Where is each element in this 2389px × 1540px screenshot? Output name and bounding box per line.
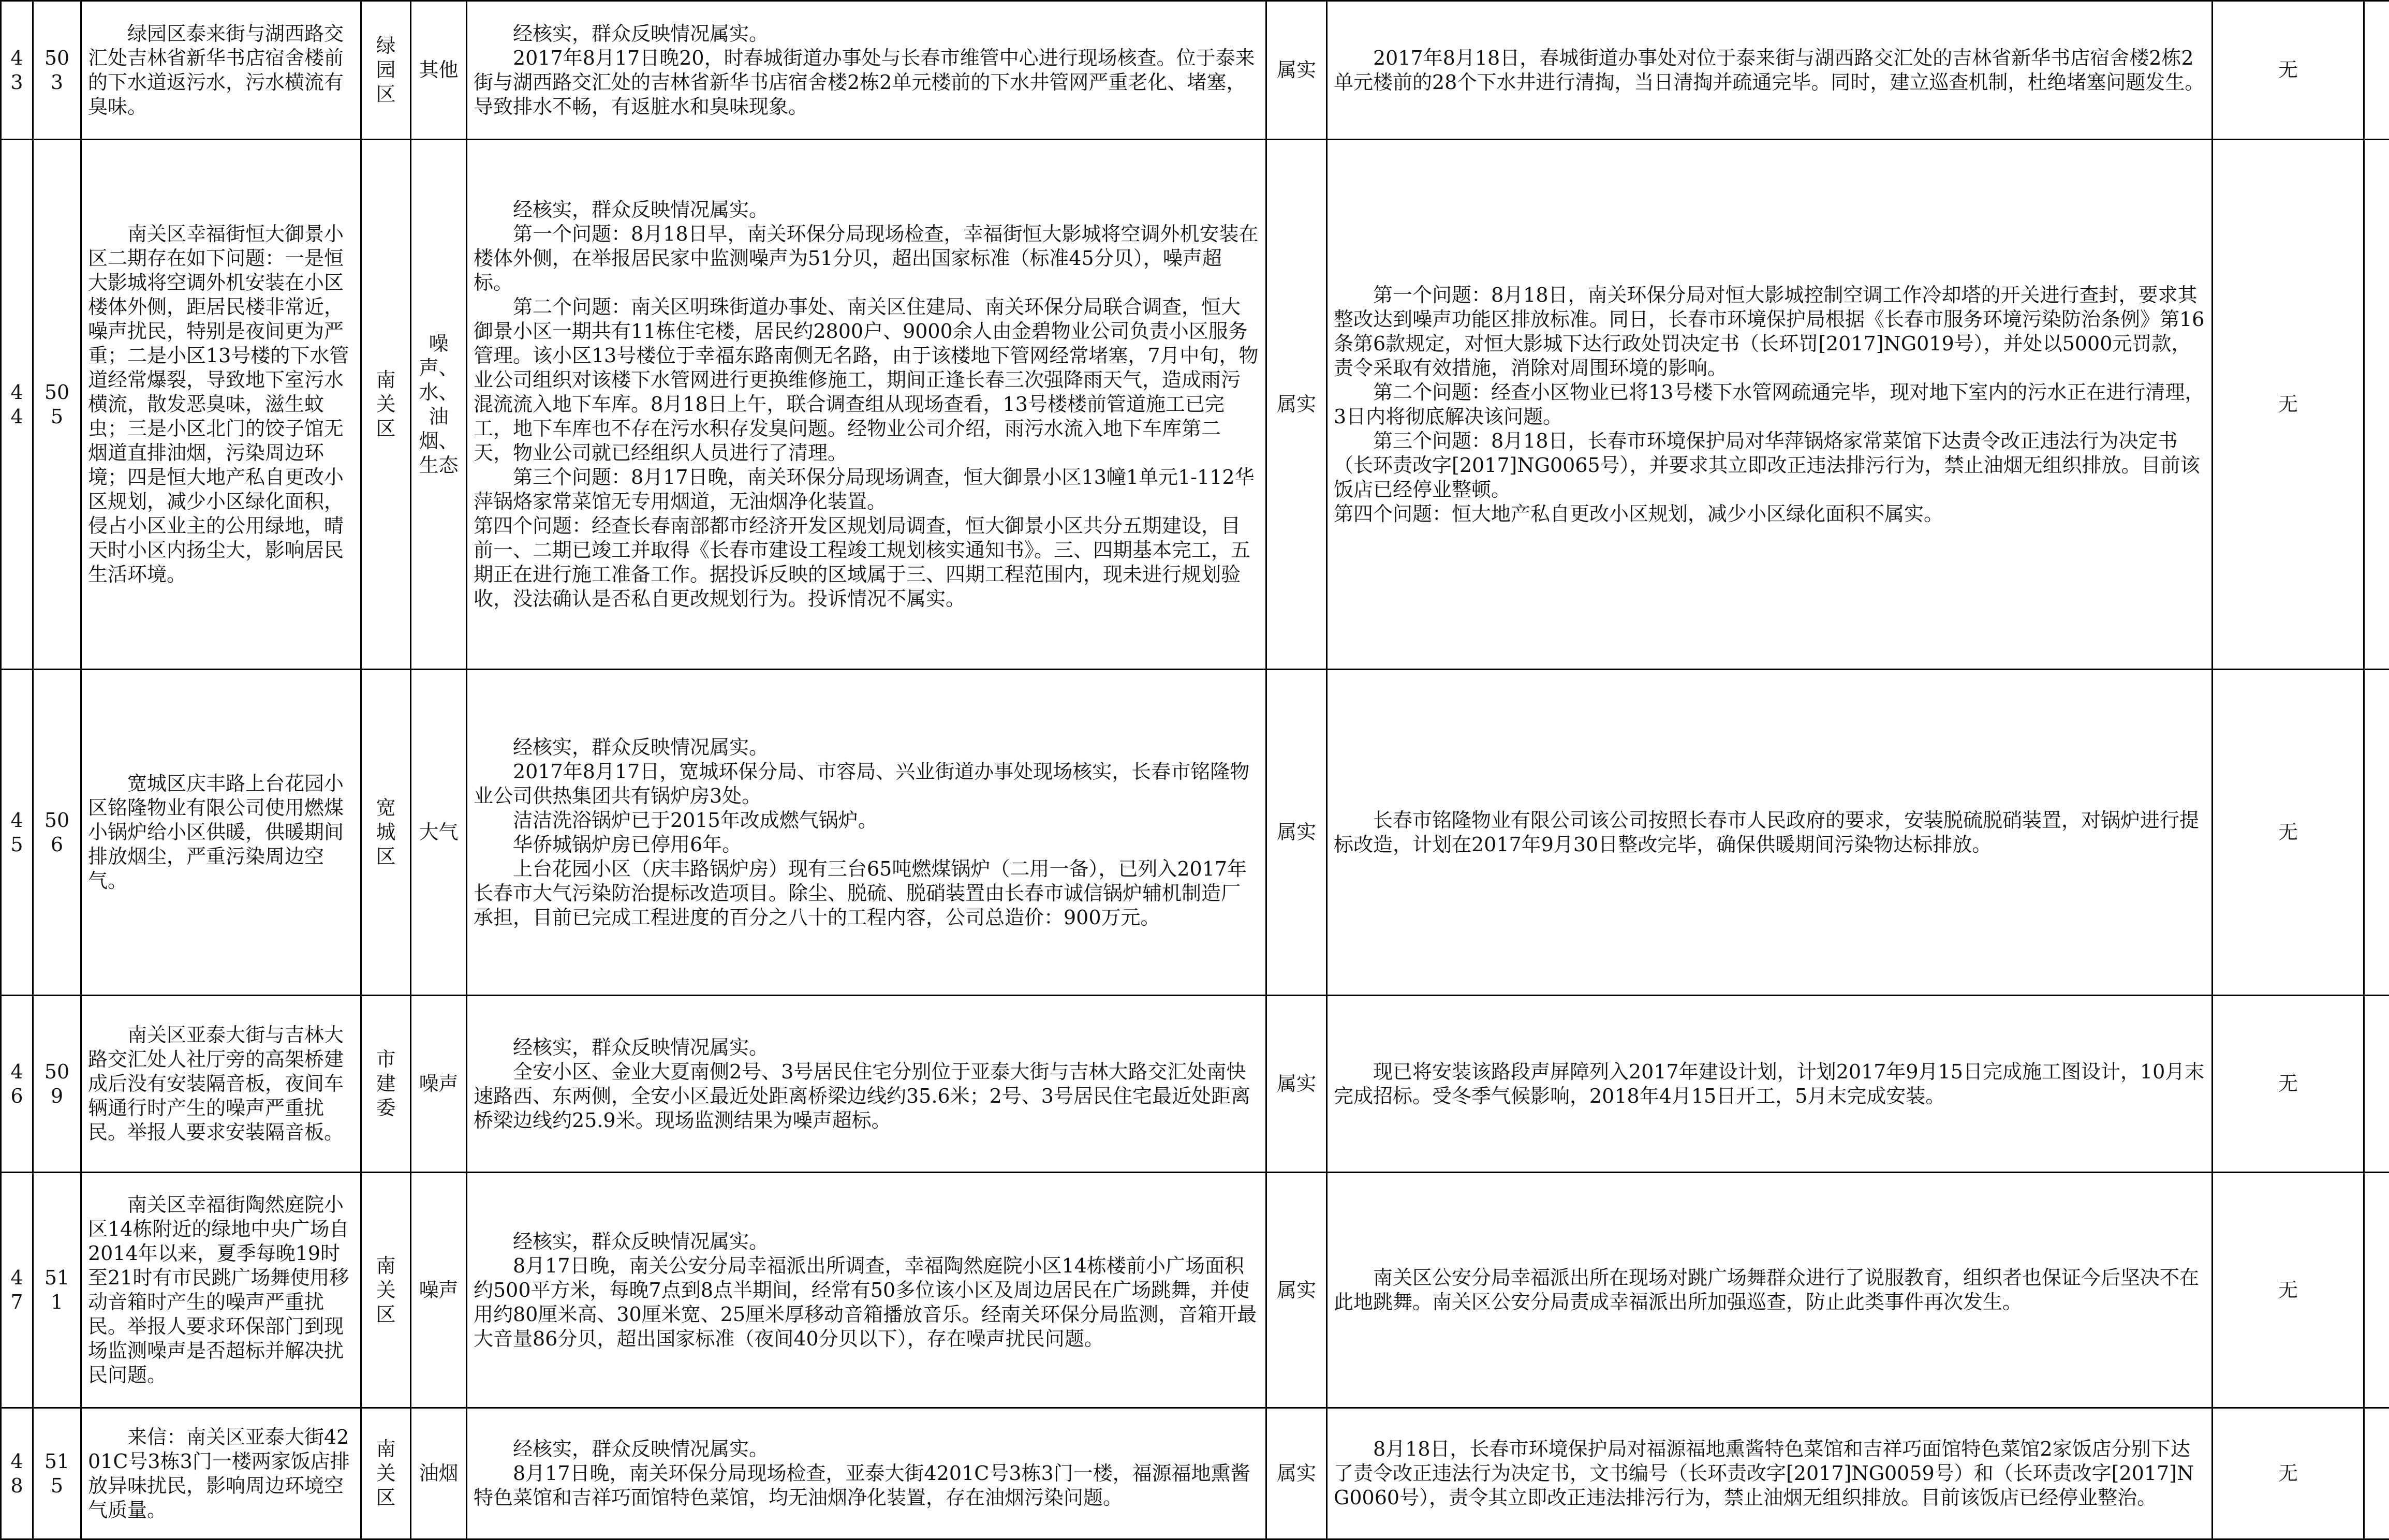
complaint-cell: 南关区亚泰大街与吉林大路交汇处人社厅旁的高架桥建成后没有安装隔音板，夜间车辆通行时产生的噪声严重扰民。举报人要求安装隔音板。: [81, 996, 361, 1173]
penalty-cell: 无: [2213, 1, 2364, 140]
table-row: [1, 140, 2389, 670]
paragraph: 8月17日晚，南关环保分局现场检查，亚泰大街4201C号3栋3门一楼，福源福地熏酱特色菜馆和吉祥巧面馆特色菜馆，均无油烟净化装置，存在油烟污染问题。: [474, 1461, 1259, 1510]
pollution-type-cell: 大气: [411, 670, 467, 996]
paragraph: 上台花园小区（庆丰路锅炉房）现有三台65吨燃煤锅炉（二用一备），已列入2017年长春市大气污染防治提标改造项目。除尘、脱硫、脱硝装置由长春市诚信锅炉辅机制造厂承担，目前已完成工程进度的百分之八十的工程内容，公司总造价：900万元。: [474, 857, 1259, 930]
paragraph: 经核实，群众反映情况属实。: [474, 22, 1259, 46]
complaint-cell: 来信：南关区亚泰大街4201C号3栋3门一楼两家饭店排放异味扰民，影响周边环境空气质量。: [81, 1408, 361, 1539]
action-cell: [1327, 670, 2213, 996]
complaint-cell: 南关区幸福街恒大御景小区二期存在如下问题：一是恒大影城将空调外机安装在小区楼体外侧，距居民楼非常近，噪声扰民，特别是夜间更为严重；二是小区13号楼的下水管道经常爆裂，导致地下室污水横流，散发恶臭味，滋生蚊虫；三是小区北门的饺子馆无烟道直排油烟，污染周边环境；四是恒大地产私自更改小区规划，减少小区绿化面积，侵占小区业主的公用绿地，晴天时小区内扬尘大，影响居民生活环境。: [81, 140, 361, 670]
table-row: [1, 996, 2389, 1173]
pollution-type-cell: 噪声、水、油烟、生态: [411, 140, 467, 670]
action-cell: [1327, 1408, 2213, 1539]
row-index: 46: [1, 996, 33, 1173]
district-cell: 宽城区: [361, 670, 411, 996]
paragraph: 第三个问题：8月17日晚，南关环保分局现场调查，恒大御景小区13幢1单元1-112华萍锅烙家常菜馆无专用烟道，无油烟净化装置。: [474, 465, 1259, 514]
penalty-cell: 无: [2213, 670, 2364, 996]
pollution-type-cell: 其他: [411, 1, 467, 140]
paragraph: 第二个问题：经查小区物业已将13号楼下水管网疏通完毕，现对地下室内的污水正在进行清理，3日内将彻底解决该问题。: [1334, 380, 2205, 429]
result-cell: [467, 1408, 1266, 1539]
blank-cell: [2364, 140, 2389, 670]
case-number: 515: [33, 1408, 81, 1539]
blank-cell: [2364, 996, 2389, 1173]
verdict-cell: 属实: [1266, 1, 1327, 140]
action-cell: [1327, 140, 2213, 670]
penalty-cell: 无: [2213, 1173, 2364, 1408]
paragraph: 长春市铭隆物业有限公司该公司按照长春市人民政府的要求，安装脱硫脱硝装置，对锅炉进行提标改造，计划在2017年9月30日整改完毕，确保供暖期间污染物达标排放。: [1334, 808, 2205, 857]
district-cell: 市建委: [361, 996, 411, 1173]
paragraph: 第一个问题：8月18日早，南关环保分局现场检查，幸福街恒大影城将空调外机安装在楼体外侧，在举报居民家中监测噪声为51分贝，超出国家标准（标准45分贝），噪声超标。: [474, 222, 1259, 295]
paragraph: 经核实，群众反映情况属实。: [474, 1035, 1259, 1060]
paragraph: 第四个问题：恒大地产私自更改小区规划，减少小区绿化面积不属实。: [1334, 502, 2205, 526]
pollution-type-cell: 油烟: [411, 1408, 467, 1539]
complaint-cell: 宽城区庆丰路上台花园小区铭隆物业有限公司使用燃煤小锅炉给小区供暖，供暖期间排放烟尘，严重污染周边空气。: [81, 670, 361, 996]
paragraph: 第一个问题：8月18日，南关环保分局对恒大影城控制空调工作冷却塔的开关进行查封，要求其整改达到噪声功能区排放标准。同日，长春市环境保护局根据《长春市服务环境污染防治条例》第16条第6款规定，对恒大影城下达行政处罚决定书（长环罚[2017]NG019号），并处以5000元罚款，责令采取有效措施，消除对周围环境的影响。: [1334, 283, 2205, 380]
district-cell: 南关区: [361, 1408, 411, 1539]
action-cell: [1327, 1173, 2213, 1408]
blank-cell: [2364, 1173, 2389, 1408]
verdict-cell: 属实: [1266, 670, 1327, 996]
action-cell: [1327, 1, 2213, 140]
verdict-cell: 属实: [1266, 140, 1327, 670]
paragraph: 2017年8月17日，宽城环保分局、市容局、兴业街道办事处现场核实，长春市铭隆物业公司供热集团共有锅炉房3处。: [474, 760, 1259, 808]
blank-cell: [2364, 670, 2389, 996]
paragraph: 2017年8月18日，春城街道办事处对位于泰来街与湖西路交汇处的吉林省新华书店宿舍楼2栋2单元楼前的28个下水井进行清掏，当日清掏并疏通完毕。同时，建立巡查机制，杜绝堵塞问题发生。: [1334, 46, 2205, 95]
result-cell: [467, 670, 1266, 996]
result-cell: [467, 996, 1266, 1173]
table-row: [1, 670, 2389, 996]
pollution-type-cell: 噪声: [411, 996, 467, 1173]
paragraph: 经核实，群众反映情况属实。: [474, 1230, 1259, 1254]
case-number: 511: [33, 1173, 81, 1408]
row-index: 47: [1, 1173, 33, 1408]
blank-cell: [2364, 1, 2389, 140]
district-cell: 绿园区: [361, 1, 411, 140]
penalty-cell: 无: [2213, 140, 2364, 670]
case-number: 505: [33, 140, 81, 670]
district-cell: 南关区: [361, 140, 411, 670]
complaint-cell: 绿园区泰来街与湖西路交汇处吉林省新华书店宿舍楼前的下水道返污水，污水横流有臭味。: [81, 1, 361, 140]
paragraph: 第三个问题：8月18日，长春市环境保护局对华萍锅烙家常菜馆下达责令改正违法行为决定书（长环责改字[2017]NG0065号），并要求其立即改正违法排污行为，禁止油烟无组织排放。目前该饭店已经停业整顿。: [1334, 429, 2205, 502]
verdict-cell: 属实: [1266, 1408, 1327, 1539]
paragraph: 第二个问题：南关区明珠街道办事处、南关区住建局、南关环保分局联合调查，恒大御景小区一期共有11栋住宅楼，居民约2800户、9000余人由金碧物业公司负责小区服务管理。该小区13号楼位于幸福东路南侧无名路，由于该楼地下管网经常堵塞，7月中旬，物业公司组织对该楼下水管网进行更换维修施工，期间正逢长春三次强降雨天气，造成雨污混流流入地下车库。8月18日上午，联合调查组从现场查看，13号楼楼前管道施工已完工，地下车库也不存在污水积存发臭问题。经物业公司介绍，雨污水流入地下车库第二天，物业公司就已经组织人员进行了清理。: [474, 295, 1259, 465]
paragraph: 8月18日，长春市环境保护局对福源福地熏酱特色菜馆和吉祥巧面馆特色菜馆2家饭店分别下达了责令改正违法行为决定书，文书编号（长环责改字[2017]NG0059号）和（长环责改字[2017]NG0060号），责令其立即改正违法排污行为，禁止油烟无组织排放。目前该饭店已经停业整治。: [1334, 1437, 2205, 1510]
row-index: 44: [1, 140, 33, 670]
table-row: [1, 1, 2389, 140]
table-body: [1, 1, 2389, 1539]
paragraph: 洁洁洗浴锅炉已于2015年改成燃气锅炉。: [474, 808, 1259, 833]
paragraph: 经核实，群众反映情况属实。: [474, 198, 1259, 222]
row-index: 48: [1, 1408, 33, 1539]
paragraph: 全安小区、金业大夏南侧2号、3号居民住宅分别位于亚泰大街与吉林大路交汇处南快速路西、东两侧，全安小区最近处距离桥梁边线约35.6米；2号、3号居民住宅最近处距离桥梁边线约25.9米。现场监测结果为噪声超标。: [474, 1060, 1259, 1133]
paragraph: 现已将安装该路段声屏障列入2017年建设计划，计划2017年9月15日完成施工图设计，10月末完成招标。受冬季气候影响，2018年4月15日开工，5月末完成安装。: [1334, 1060, 2205, 1108]
paragraph: 华侨城锅炉房已停用6年。: [474, 833, 1259, 857]
table-row: [1, 1173, 2389, 1408]
paragraph: 第四个问题：经查长春南部都市经济开发区规划局调查，恒大御景小区共分五期建设，目前一、二期已竣工并取得《长春市建设工程竣工规划核实通知书》。三、四期基本完工，五期正在进行施工准备工作。据投诉反映的区域属于三、四期工程范围内，现未进行规划验收，没法确认是否私自更改规划行为。投诉情况不属实。: [474, 514, 1259, 611]
result-cell: [467, 1, 1266, 140]
row-index: 45: [1, 670, 33, 996]
blank-cell: [2364, 1408, 2389, 1539]
row-index: 43: [1, 1, 33, 140]
result-cell: [467, 140, 1266, 670]
paragraph: 8月17日晚，南关公安分局幸福派出所调查，幸福陶然庭院小区14栋楼前小广场面积约500平方米，每晚7点到8点半期间，经常有50多位该小区及周边居民在广场跳舞，并使用约80厘米高、30厘米宽、25厘米厚移动音箱播放音乐。经南关环保分局监测，音箱开最大音量86分贝，超出国家标准（夜间40分贝以下），存在噪声扰民问题。: [474, 1254, 1259, 1351]
case-number: 503: [33, 1, 81, 140]
case-number: 506: [33, 670, 81, 996]
penalty-cell: 无: [2213, 1408, 2364, 1539]
action-cell: [1327, 996, 2213, 1173]
paragraph: 经核实，群众反映情况属实。: [474, 735, 1259, 760]
table-row: [1, 1408, 2389, 1539]
result-cell: [467, 1173, 1266, 1408]
paragraph: 2017年8月17日晚20，时春城街道办事处与长春市维管中心进行现场核查。位于泰来街与湖西路交汇处的吉林省新华书店宿舍楼2栋2单元楼前的下水井管网严重老化、堵塞，导致排水不畅，有返脏水和臭味现象。: [474, 46, 1259, 119]
penalty-cell: 无: [2213, 996, 2364, 1173]
case-number: 509: [33, 996, 81, 1173]
pollution-type-cell: 噪声: [411, 1173, 467, 1408]
verdict-cell: 属实: [1266, 996, 1327, 1173]
paragraph: 经核实，群众反映情况属实。: [474, 1437, 1259, 1461]
district-cell: 南关区: [361, 1173, 411, 1408]
complaint-cell: 南关区幸福街陶然庭院小区14栋附近的绿地中央广场自2014年以来，夏季每晚19时至21时有市民跳广场舞使用移动音箱时产生的噪声严重扰民。举报人要求环保部门到现场监测噪声是否超标并解决扰民问题。: [81, 1173, 361, 1408]
paragraph: 南关区公安分局幸福派出所在现场对跳广场舞群众进行了说服教育，组织者也保证今后坚决不在此地跳舞。南关区公安分局责成幸福派出所加强巡查，防止此类事件再次发生。: [1334, 1266, 2205, 1314]
verdict-cell: 属实: [1266, 1173, 1327, 1408]
